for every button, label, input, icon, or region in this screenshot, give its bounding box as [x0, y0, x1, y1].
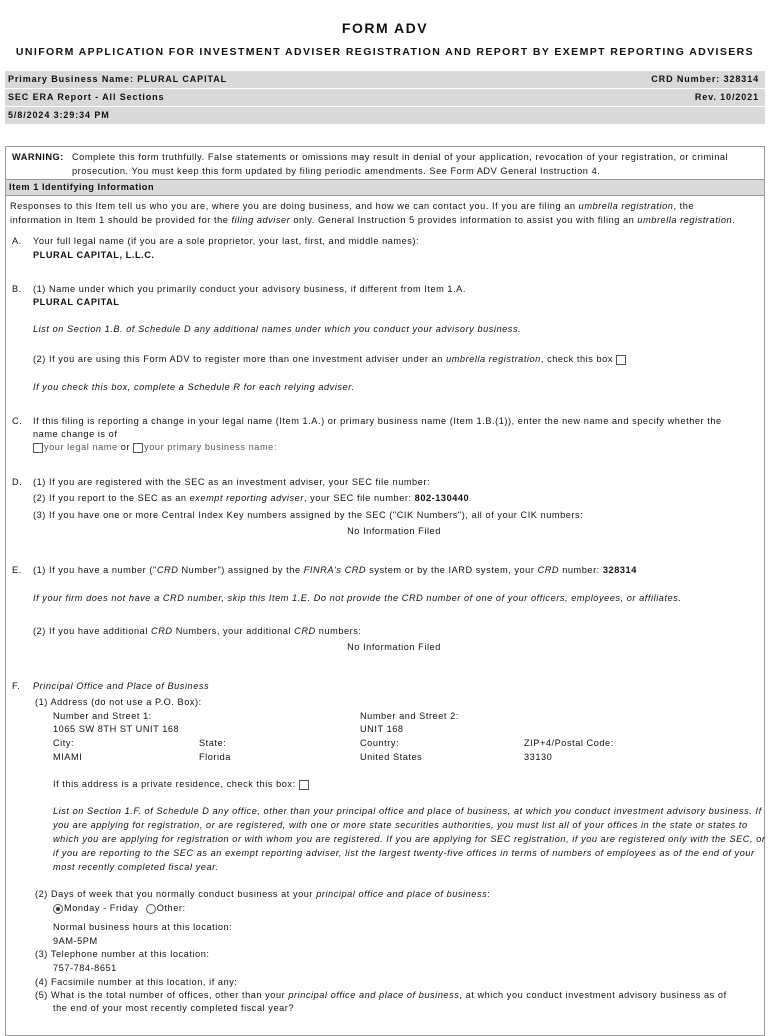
crd-number: CRD Number: 328314 [651, 74, 759, 84]
state-label: State: [199, 738, 227, 748]
item-b-letter: B. [12, 284, 22, 294]
warning-label: WARNING: [12, 152, 64, 162]
street2-label: Number and Street 2: [360, 711, 459, 721]
phone-question: (3) Telephone number at this location: [35, 949, 210, 959]
item-c-line-1: If this filing is reporting a change in your legal name (Item 1.A.) or primary business name (Item 1.B.(1)), enter the new name and specify whether the [33, 416, 722, 426]
cik-no-info: No Information Filed [347, 526, 441, 536]
private-residence-question: If this address is a private residence, check this box: [53, 779, 310, 790]
item-b-question-2: (2) If you are using this Form ADV to register more than one investment adviser under an umbrella registration, check this box [33, 354, 627, 365]
warning-line-2: prosecution. You must keep this form updated by filing periodic amendments. See Form ADV General Instruction 4. [72, 166, 601, 176]
item1-intro-line-2: information in Item 1 should be provided for the filing adviser only. General Instruction 5 provides information to assist you with filing an umbrella registration. [10, 215, 736, 225]
form-subtitle: UNIFORM APPLICATION FOR INVESTMENT ADVISER REGISTRATION AND REPORT BY EXEMPT REPORTING ADVISERS [15, 46, 755, 58]
legal-name-value: PLURAL CAPITAL, L.L.C. [33, 250, 155, 260]
item-a-letter: A. [12, 236, 22, 246]
report-type-bar [5, 89, 765, 106]
primary-business-name-checkbox[interactable] [133, 443, 143, 453]
item1-intro-line-1: Responses to this Item tell us who you are, where you are doing business, and how we can contact you. If you are filing an umbrella registration, the [10, 201, 695, 211]
item1-heading: Item 1 Identifying Information [9, 182, 155, 192]
item-b-note-2: If you check this box, complete a Schedule R for each relying adviser. [33, 382, 355, 392]
street2-value: UNIT 168 [360, 724, 404, 734]
crd-number-value: 328314 [602, 565, 637, 575]
timestamp-bar [5, 107, 765, 124]
item-f-letter: F. [12, 681, 21, 691]
street1-label: Number and Street 1: [53, 711, 152, 721]
item-d-question-1: (1) If you are registered with the SEC as an investment adviser, your SEC file number: [33, 477, 431, 487]
primary-business-name: Primary Business Name: PLURAL CAPITAL [8, 74, 228, 84]
item-f-heading: Principal Office and Place of Business [33, 681, 210, 691]
item-f-note-line-4: if you are reporting to the SEC as an exempt reporting adviser, list the largest twenty-five offices in terms of numbers of employees as of the end of your [53, 848, 755, 858]
offices-question: (5) What is the total number of offices, other than your principal office and place of business, at which you conduct investment advisory business as of [35, 990, 727, 1000]
fax-question: (4) Facsimile number at this location, if any: [35, 977, 238, 987]
country-value: United States [360, 752, 423, 762]
additional-crd-no-info: No Information Filed [347, 642, 441, 652]
report-type: SEC ERA Report - All Sections [8, 92, 165, 102]
days-options [53, 903, 186, 914]
item-e-note: If your firm does not have a CRD number, skip this Item 1.E. Do not provide the CRD number of one of your officers, employees, or affiliates. [33, 593, 682, 603]
legal-name-checkbox[interactable] [33, 443, 43, 453]
warning-line-1: Complete this form truthfully. False statements or omissions may result in denial of your application, revocation of your registration, or criminal [72, 152, 729, 162]
item-c-line-2: name change is of [33, 429, 118, 439]
state-value: Florida [199, 752, 231, 762]
hours-value: 9AM-5PM [53, 936, 98, 946]
other-days-label: Other: [156, 903, 186, 913]
primary-business-bar [5, 71, 765, 88]
primary-business-option-label: your primary business name: [144, 442, 277, 452]
offices-question-line-2: the end of your most recently completed fiscal year? [53, 1003, 295, 1013]
item-e-letter: E. [12, 565, 22, 575]
revision: Rev. 10/2021 [694, 92, 759, 102]
street1-value: 1065 SW 8TH ST UNIT 168 [53, 724, 180, 734]
monday-friday-radio[interactable] [53, 904, 63, 914]
zip-value: 33130 [524, 752, 553, 762]
legal-name-option-label: your legal name [44, 442, 118, 452]
umbrella-registration-checkbox[interactable] [616, 355, 626, 365]
private-residence-checkbox[interactable] [299, 780, 309, 790]
item-d-letter: D. [12, 477, 23, 487]
phone-value: 757-784-8651 [53, 963, 117, 973]
timestamp: 5/8/2024 3:29:34 PM [8, 110, 110, 120]
item-f-note-line-5: most recently completed fiscal year. [53, 862, 219, 872]
item-f-note-line-1: List on Section 1.F. of Schedule D any office, other than your principal office and place of business, at which you conduct investment advisory business. If [53, 806, 762, 816]
form-title: FORM ADV [341, 20, 429, 36]
item-e-question-2: (2) If you have additional CRD Numbers, your additional CRD numbers: [33, 626, 362, 636]
business-name-value: PLURAL CAPITAL [33, 297, 120, 307]
days-question: (2) Days of week that you normally conduct business at your principal office and place of business: [35, 889, 491, 899]
hours-label: Normal business hours at this location: [53, 922, 233, 932]
city-label: City: [53, 738, 75, 748]
sec-file-number: 802-130440 [414, 493, 470, 503]
item-b-note-1: List on Section 1.B. of Schedule D any additional names under which you conduct your advisory business. [33, 324, 522, 334]
item-f-note-line-3: which you are applying for registration or with whom you are registered. If you are applying for SEC registration, if you are registered only with the SEC, or [53, 834, 766, 844]
monday-friday-label: Monday - Friday [64, 903, 139, 913]
item-d-question-2: (2) If you report to the SEC as an exempt reporting adviser, your SEC file number: 802-130440 [33, 493, 470, 503]
zip-label: ZIP+4/Postal Code: [524, 738, 614, 748]
country-label: Country: [360, 738, 400, 748]
address-question: (1) Address (do not use a P.O. Box): [35, 697, 202, 707]
other-days-radio[interactable] [146, 904, 156, 914]
city-value: MIAMI [53, 752, 83, 762]
item-b-question-1: (1) Name under which you primarily conduct your advisory business, if different from Item 1.A. [33, 284, 466, 294]
item-f-note-line-2: you are applying for registration, or are registered, with one or more state securities authorities, you must list all of your offices in the state or states to [53, 820, 748, 830]
item-a-question: Your full legal name (if you are a sole proprietor, your last, first, and middle names): [33, 236, 420, 246]
name-change-options: your legal name or your primary business name: [33, 442, 277, 453]
item-e-question-1: (1) If you have a number ("CRD Number") assigned by the FINRA's CRD system or by the IARD system, your CRD number: 328314 [33, 565, 637, 575]
item-c-letter: C. [12, 416, 23, 426]
item-d-question-3: (3) If you have one or more Central Index Key numbers assigned by the SEC ("CIK Numbers"), all of your CIK numbers: [33, 510, 584, 520]
